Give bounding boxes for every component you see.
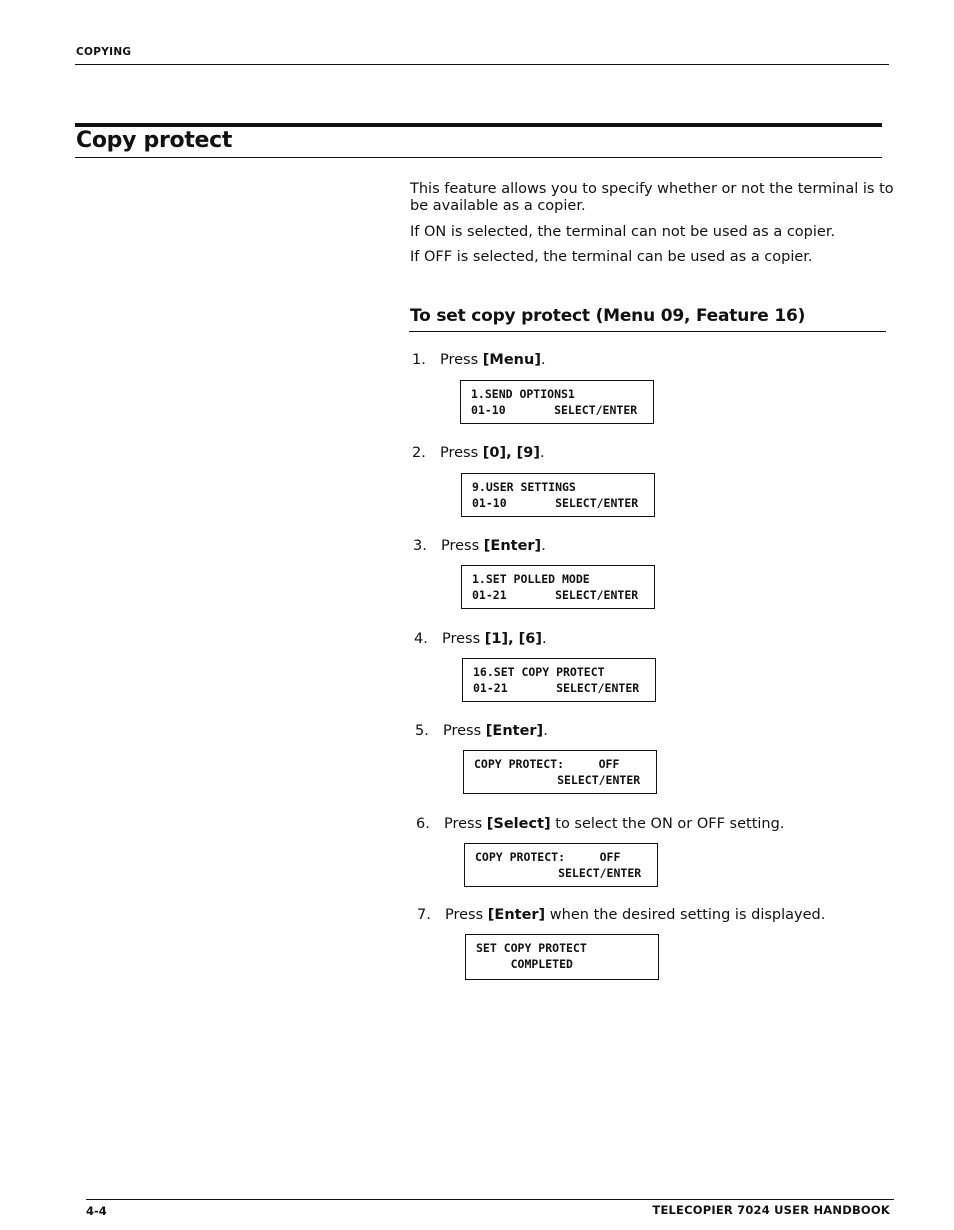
step-text-end: . bbox=[542, 631, 547, 647]
lcd-display: 1.SET POLLED MODE 01-21 SELECT/ENTER bbox=[461, 565, 655, 609]
intro-paragraph-on: If ON is selected, the terminal can not be used as a copier. bbox=[410, 224, 836, 240]
step-key: [Enter] bbox=[483, 538, 542, 554]
lcd-display: 1.SEND OPTIONS1 01-10 SELECT/ENTER bbox=[460, 380, 654, 424]
lcd-display: 16.SET COPY PROTECT 01-21 SELECT/ENTER bbox=[462, 658, 656, 702]
step-text: Press bbox=[440, 445, 483, 461]
lcd-display: COPY PROTECT: OFF SELECT/ENTER bbox=[463, 750, 657, 794]
step-2 bbox=[412, 445, 545, 462]
step-number: 1. bbox=[412, 352, 426, 368]
step-key: [Menu] bbox=[482, 352, 541, 368]
step-4 bbox=[414, 631, 547, 648]
step-text-end: . bbox=[540, 352, 546, 368]
step-number: 2. bbox=[412, 445, 426, 461]
step-text-end: . bbox=[543, 723, 548, 739]
step-key: [Select] bbox=[486, 816, 551, 832]
step-text: Press bbox=[440, 352, 483, 368]
section-rule-thick bbox=[75, 123, 882, 127]
intro-paragraph-off: If OFF is selected, the terminal can be used as a copier. bbox=[410, 249, 813, 265]
step-number: 6. bbox=[416, 816, 430, 832]
step-text-end: when the desired setting is displayed. bbox=[545, 907, 826, 923]
step-number: 4. bbox=[414, 631, 428, 647]
subsection-rule bbox=[409, 331, 886, 332]
step-text-end: to select the ON or OFF setting. bbox=[550, 816, 785, 832]
step-key: [1], [6] bbox=[484, 631, 543, 647]
subsection-title: To set copy protect (Menu 09, Feature 16) bbox=[410, 306, 806, 326]
step-key: [Enter] bbox=[487, 907, 546, 923]
lcd-display: SET COPY PROTECT COMPLETED bbox=[465, 934, 659, 980]
footer-rule bbox=[86, 1199, 894, 1200]
step-text-end: . bbox=[540, 445, 545, 461]
step-text: Press bbox=[443, 723, 486, 739]
step-text-end: . bbox=[541, 538, 546, 554]
step-number: 5. bbox=[415, 723, 429, 739]
page-number: 4-4 bbox=[86, 1204, 107, 1218]
step-6 bbox=[416, 816, 784, 833]
lcd-display: 9.USER SETTINGS 01-10 SELECT/ENTER bbox=[461, 473, 655, 517]
footer-title: TELECOPIER 7024 USER HANDBOOK bbox=[652, 1203, 890, 1217]
step-3 bbox=[413, 538, 546, 555]
intro-paragraph: This feature allows you to specify whether or not the terminal is to be available as a copier. bbox=[410, 181, 894, 214]
step-7 bbox=[417, 907, 825, 924]
header-rule bbox=[75, 64, 889, 65]
step-text: Press bbox=[444, 816, 487, 832]
step-key: [Enter] bbox=[485, 723, 544, 739]
section-title: Copy protect bbox=[76, 128, 233, 153]
section-rule-thin bbox=[75, 157, 882, 158]
step-text: Press bbox=[445, 907, 488, 923]
running-head: COPYING bbox=[76, 46, 132, 58]
step-number: 7. bbox=[417, 907, 431, 923]
lcd-display: COPY PROTECT: OFF SELECT/ENTER bbox=[464, 843, 658, 887]
step-5 bbox=[415, 723, 548, 740]
step-number: 3. bbox=[413, 538, 427, 554]
step-text: Press bbox=[441, 538, 484, 554]
step-key: [0], [9] bbox=[482, 445, 541, 461]
step-1 bbox=[412, 352, 546, 369]
step-text: Press bbox=[442, 631, 485, 647]
